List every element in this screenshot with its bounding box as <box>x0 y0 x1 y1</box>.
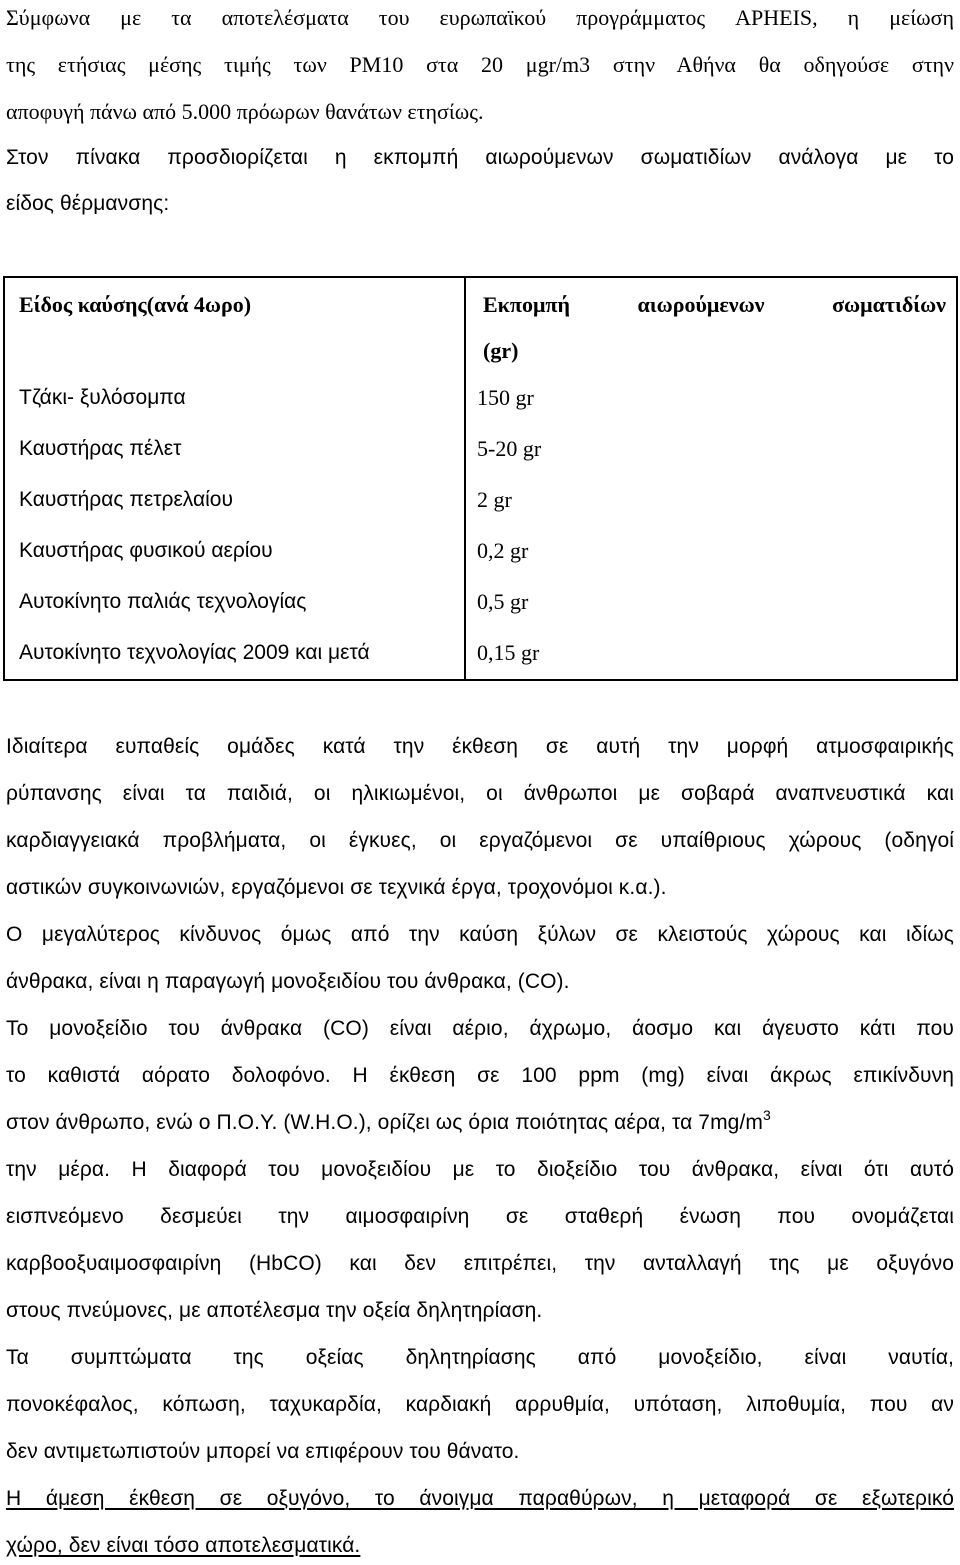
intro-line-2: της ετήσιας μέσης τιμής των PM10 στα 20 μgr/m3 στην Αθήνα θα οδηγούσε στην <box>6 52 954 77</box>
body-p1-line-1: Ιδιαίτερα ευπαθείς ομάδες κατά την έκθεση σε αυτή την μορφή ατμοσφαιρικής <box>6 735 954 758</box>
table-header-emission-line-2: (gr) <box>483 338 519 363</box>
body-p4-line-3: δεν αντιμετωπιστούν μπορεί να επιφέρουν του θάνατο. <box>6 1440 520 1463</box>
table-column-divider <box>464 278 466 679</box>
body-p1-line-4: αστικών συγκοινωνιών, εργαζόμενοι σε τεχνικά έργα, τροχονόμοι κ.α.). <box>6 876 667 899</box>
table-row-value: 2 gr <box>477 487 512 512</box>
body-p1-line-2: ρύπανσης είναι τα παιδιά, οι ηλικιωμένοι, οι άνθρωποι με σοβαρά αναπνευστικά και <box>6 782 954 805</box>
intro-line-4: Στον πίνακα προσδιορίζεται η εκπομπή αιωρούμενων σωματιδίων ανάλογα με το <box>6 146 954 169</box>
body-p4-line-2: πονοκέφαλος, κόπωση, ταχυκαρδία, καρδιακή αρρυθμία, υπόταση, λιποθυμία, που αν <box>6 1393 954 1416</box>
body-p3-line-5: εισπνεόμενο δεσμεύει την αιμοσφαιρίνη σε σταθερή ένωση που ονομάζεται <box>6 1205 954 1228</box>
emissions-table <box>3 276 958 681</box>
body-p5-line-2-text: χώρο, δεν είναι τόσο αποτελεσματικά. <box>6 1534 361 1557</box>
body-p3-line-4: την μέρα. Η διαφορά του μονοξειδίου με το διοξείδιο του άνθρακα, είναι ότι αυτό <box>6 1158 954 1181</box>
table-header-emission-line-1: Εκπομπή αιωρούμενων σωματιδίων <box>483 292 946 317</box>
intro-line-3: αποφυγή πάνω από 5.000 πρόωρων θανάτων ετησίως. <box>6 99 484 124</box>
table-header-emission <box>483 290 946 366</box>
table-row-value: 150 gr <box>477 385 534 410</box>
table-row-type: Τζάκι- ξυλόσομπα <box>19 386 186 409</box>
table-row-type: Καυστήρας φυσικού αερίου <box>19 539 273 562</box>
body-p3-line-2: το καθιστά αόρατο δολοφόνο. Η έκθεση σε 100 ppm (mg) είναι άκρως επικίνδυνη <box>6 1064 954 1087</box>
body-p1-line-3: καρδιαγγειακά προβλήματα, οι έγκυες, οι εργαζόμενοι σε υπαίθριους χώρους (οδηγοί <box>6 829 954 852</box>
body-p2-line-1: Ο μεγαλύτερος κίνδυνος όμως από την καύση ξύλων σε κλειστούς χώρους και ιδίως <box>6 923 954 946</box>
table-row-type: Αυτοκίνητο τεχνολογίας 2009 και μετά <box>19 641 370 664</box>
table-row-type: Καυστήρας πέλετ <box>19 437 182 460</box>
body-p5-line-1: Η άμεση έκθεση σε οξυγόνο, το άνοιγμα παραθύρων, η μεταφορά σε εξωτερικό <box>6 1487 954 1510</box>
superscript-three: 3 <box>763 1108 771 1123</box>
table-row-value: 0,2 gr <box>477 538 529 563</box>
intro-line-1: Σύμφωνα με τα αποτελέσματα του ευρωπαϊκού προγράμματος APHEIS, η μείωση <box>6 5 954 30</box>
body-p4-line-1: Τα συμπτώματα της οξείας δηλητηρίασης από μονοξείδιο, είναι ναυτία, <box>6 1346 954 1369</box>
table-row-value: 0,5 gr <box>477 589 529 614</box>
table-row-value: 0,15 gr <box>477 640 540 665</box>
body-p2-line-2: άνθρακα, είναι η παραγωγή μονοξειδίου του άνθρακα, (CO). <box>6 970 570 993</box>
table-row-type: Καυστήρας πετρελαίου <box>19 488 233 511</box>
body-p3-line-7: στους πνεύμονες, με αποτέλεσμα την οξεία δηλητηρίαση. <box>6 1299 543 1322</box>
table-row-value: 5-20 gr <box>477 436 542 461</box>
table-header-fuel-type: Είδος καύσης(ανά 4ωρο) <box>19 292 252 317</box>
body-p3-line-3-text: στον άνθρωπο, ενώ ο Π.Ο.Υ. (W.H.O.), ορίζει ως όρια ποιότητας αέρα, τα 7mg/m <box>6 1111 763 1134</box>
table-row-type: Αυτοκίνητο παλιάς τεχνολογίας <box>19 590 307 613</box>
body-p3-line-3 <box>6 1108 954 1138</box>
body-p3-line-6: καρβοοξυαιμοσφαιρίνη (HbCO) και δεν επιτρέπει, την ανταλλαγή της με οξυγόνο <box>6 1252 954 1275</box>
intro-line-5: είδος θέρμανσης: <box>6 192 170 215</box>
body-p3-line-1: Το μονοξείδιο του άνθρακα (CO) είναι αέριο, άχρωμο, άοσμο και άγευστο κάτι που <box>6 1017 954 1040</box>
body-p5-line-2 <box>6 1531 954 1561</box>
